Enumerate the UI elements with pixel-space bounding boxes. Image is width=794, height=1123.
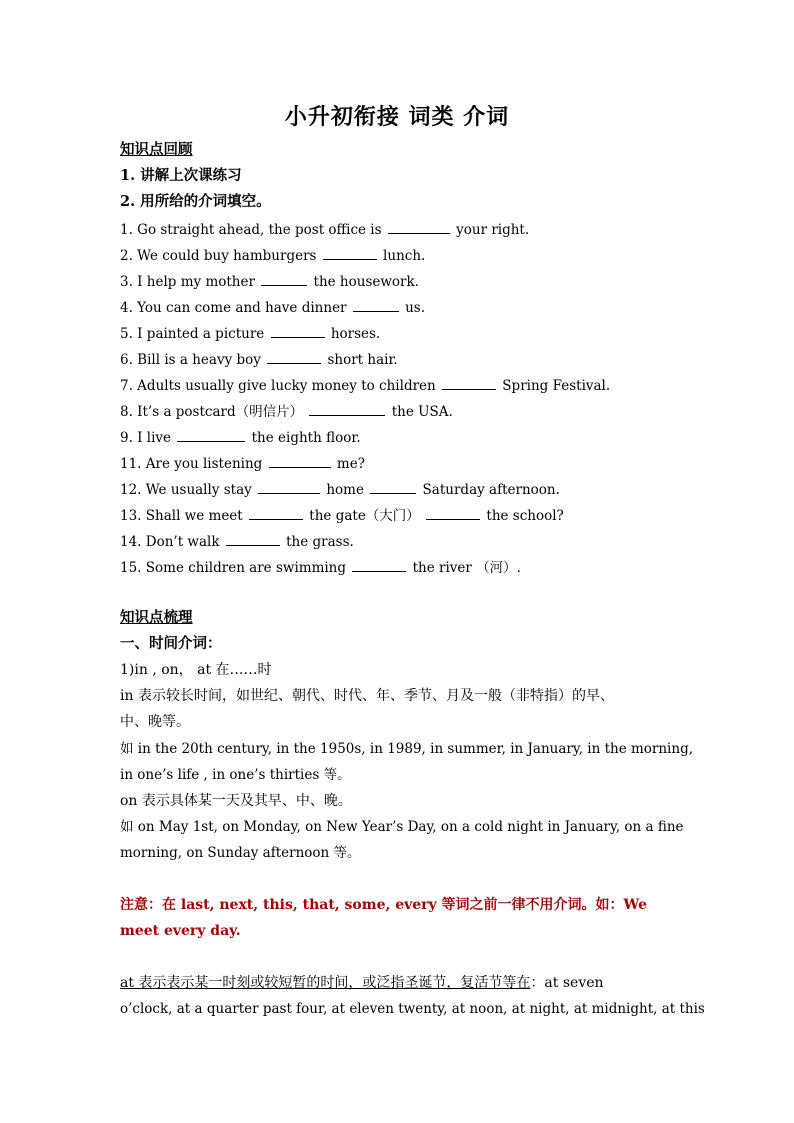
- note-line-2: meet every day.: [120, 923, 241, 939]
- exercise-9: [120, 427, 361, 448]
- exercise-5: [120, 323, 380, 344]
- answer-blank[interactable]: [370, 479, 416, 494]
- on-description: on 表示具体某一天及其早、中、晚。: [120, 793, 352, 809]
- page-title: 小升初衔接 词类 介词: [284, 104, 510, 130]
- in-description-1: in 表示较长时间，如世纪、朝代、时代、年、季节、月及一般（非特指）的早、: [120, 688, 614, 704]
- exercise-text: us.: [400, 300, 426, 316]
- answer-blank[interactable]: [388, 219, 450, 234]
- exercise-text: home: [322, 482, 369, 498]
- summary-heading: 知识点梳理: [120, 609, 193, 626]
- answer-blank[interactable]: [353, 297, 399, 312]
- exercise-text: 12. We usually stay: [120, 482, 257, 498]
- exercise-text: 11. Are you listening: [120, 456, 267, 472]
- at-description: [120, 973, 604, 993]
- note-line-1: 注意：在 last, next, this, that, some, every 等词之前一律不用介词。如：We: [120, 897, 648, 913]
- exercise-text: 2. We could buy hamburgers: [120, 248, 321, 264]
- answer-blank[interactable]: [426, 505, 480, 520]
- exercise-text: the housework.: [309, 274, 419, 290]
- exercise-text: your right.: [451, 222, 530, 238]
- at-example: o’clock, at a quarter past four, at eleven twenty, at noon, at night, at midnight, at this: [120, 1001, 705, 1017]
- review-heading: 知识点回顾: [120, 141, 193, 158]
- exercise-14: [120, 531, 354, 552]
- exercise-text: 7. Adults usually give lucky money to children: [120, 378, 441, 394]
- answer-blank[interactable]: [271, 323, 325, 338]
- exercise-text: 13. Shall we meet: [120, 508, 248, 524]
- exercise-text: the grass.: [281, 534, 354, 550]
- exercise-13: [120, 505, 564, 526]
- exercise-text: lunch.: [378, 248, 426, 264]
- in-example-2: in one’s life , in one’s thirties 等。: [120, 767, 351, 783]
- answer-blank[interactable]: [352, 557, 406, 572]
- exercise-8: [120, 401, 453, 422]
- exercise-text: 4. You can come and have dinner: [120, 300, 351, 316]
- exercise-text: Saturday afternoon.: [418, 482, 560, 498]
- exercise-text: the gate（大门）: [305, 508, 425, 524]
- exercise-text: 3. I help my mother: [120, 274, 260, 290]
- exercise-text: Spring Festival.: [498, 378, 611, 394]
- in-example-1: 如 in the 20th century, in the 1950s, in 1989, in summer, in January, in the morning,: [120, 741, 693, 757]
- exercise-text: 1. Go straight ahead, the post office is: [120, 222, 386, 238]
- exercise-text: the USA.: [387, 404, 453, 420]
- answer-blank[interactable]: [309, 401, 385, 416]
- in-description-2: 中、晚等。: [120, 714, 190, 730]
- answer-blank[interactable]: [258, 479, 320, 494]
- section-time-prepositions: 一、时间介词：: [120, 635, 222, 652]
- on-example-1: 如 on May 1st, on Monday, on New Year’s Day, on a cold night in January, on a fine: [120, 819, 684, 835]
- exercise-4: [120, 297, 425, 318]
- at-description-rest: ：at seven: [530, 975, 604, 991]
- subsection-in-on-at: 1)in , on， at 在……时: [120, 662, 272, 678]
- exercise-text: me?: [332, 456, 365, 472]
- exercise-text: the eighth floor.: [247, 430, 361, 446]
- answer-blank[interactable]: [323, 245, 377, 260]
- review-item-2: 2. 用所给的介词填空。: [120, 193, 271, 210]
- exercise-text: 6. Bill is a heavy boy: [120, 352, 266, 368]
- exercise-15: [120, 557, 521, 578]
- on-example-2: morning, on Sunday afternoon 等。: [120, 845, 361, 861]
- exercise-11: [120, 453, 365, 474]
- answer-blank[interactable]: [177, 427, 245, 442]
- at-description-underlined: at 表示表示某一时刻或较短暂的时间，或泛指圣诞节，复活节等在: [120, 975, 531, 991]
- exercise-text: 5. I painted a picture: [120, 326, 269, 342]
- answer-blank[interactable]: [269, 453, 331, 468]
- exercise-2: [120, 245, 425, 266]
- exercise-text: 9. I live: [120, 430, 176, 446]
- exercise-1: [120, 219, 529, 240]
- exercise-6: [120, 349, 398, 370]
- exercise-text: short hair.: [323, 352, 398, 368]
- exercise-text: 15. Some children are swimming: [120, 560, 351, 576]
- exercise-text: the river （河）.: [408, 560, 521, 576]
- exercise-text: the school?: [482, 508, 564, 524]
- answer-blank[interactable]: [226, 531, 280, 546]
- answer-blank[interactable]: [267, 349, 321, 364]
- exercise-7: [120, 375, 610, 396]
- answer-blank[interactable]: [261, 271, 307, 286]
- exercise-text: horses.: [326, 326, 381, 342]
- exercise-12: [120, 479, 560, 500]
- review-item-1: 1. 讲解上次课练习: [120, 167, 242, 184]
- exercise-text: 8. It’s a postcard（明信片）: [120, 404, 308, 420]
- exercise-text: 14. Don’t walk: [120, 534, 224, 550]
- exercise-3: [120, 271, 419, 292]
- answer-blank[interactable]: [442, 375, 496, 390]
- answer-blank[interactable]: [249, 505, 303, 520]
